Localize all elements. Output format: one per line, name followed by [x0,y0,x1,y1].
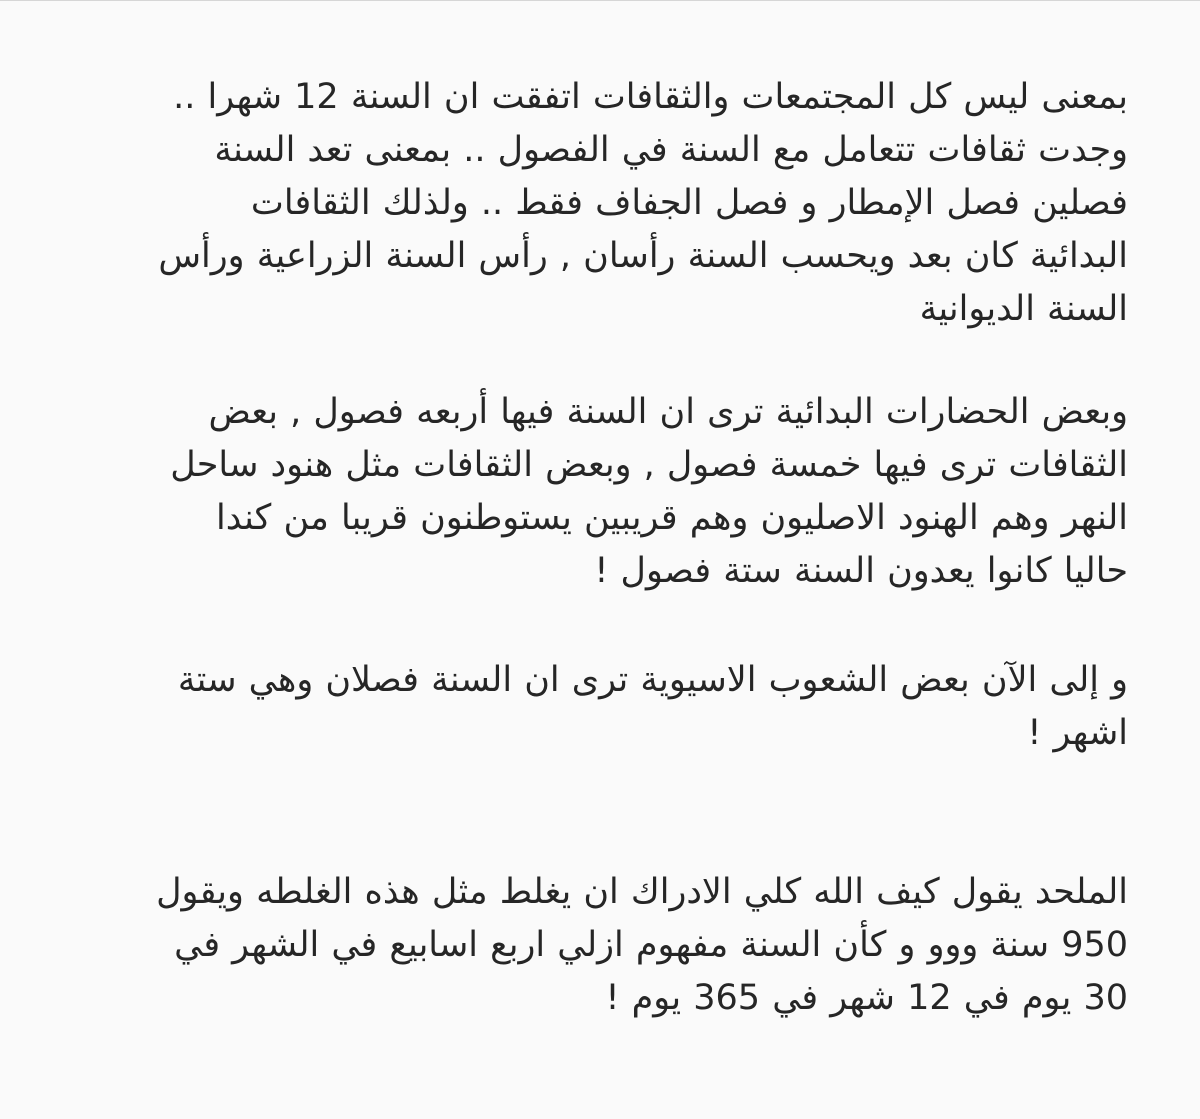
text-line: اشهر ! [1027,713,1128,753]
text-line: و إلى الآن بعض الشعوب الاسيوية ترى ان السنة فصلان وهي ستة [177,660,1128,700]
text-line: الملحد يقول كيف الله كلي الادراك ان يغلط مثل هذه الغلطه ويقول [156,872,1128,912]
text-line: الثقافات ترى فيها خمسة فصول , وبعض الثقافات مثل هنود ساحل [170,445,1128,485]
paragraph-atheist-claim [70,866,1128,1025]
text-line: وبعض الحضارات البدائية ترى ان السنة فيها أربعه فصول , بعض [208,392,1128,432]
text-line: 30 يوم في 12 شهر في 365 يوم ! [605,978,1128,1018]
text-line: فصلين فصل الإمطار و فصل الجفاف فقط .. ولذلك الثقافات [250,183,1128,223]
paragraph-asian-peoples [70,654,1128,760]
paragraph-primitive-civilizations [70,386,1128,598]
text-line: بمعنى ليس كل المجتمعات والثقافات اتفقت ان السنة 12 شهرا .. [173,77,1128,117]
text-line: وجدت ثقافات تتعامل مع السنة في الفصول .. بمعنى تعد السنة [214,130,1128,170]
text-line: حاليا كانوا يعدون السنة ستة فصول ! [594,551,1128,591]
paragraph-calendar-cultures [70,71,1128,336]
text-line: 950 سنة ووو و كأن السنة مفهوم ازلي اربع اسابيع في الشهر في [174,925,1128,965]
text-line: السنة الديوانية [919,289,1128,329]
text-line: النهر وهم الهنود الاصليون وهم قريبين يستوطنون قريبا من كندا [216,498,1128,538]
text-line: البدائية كان بعد ويحسب السنة رأسان , رأس السنة الزراعية ورأس [158,236,1128,276]
